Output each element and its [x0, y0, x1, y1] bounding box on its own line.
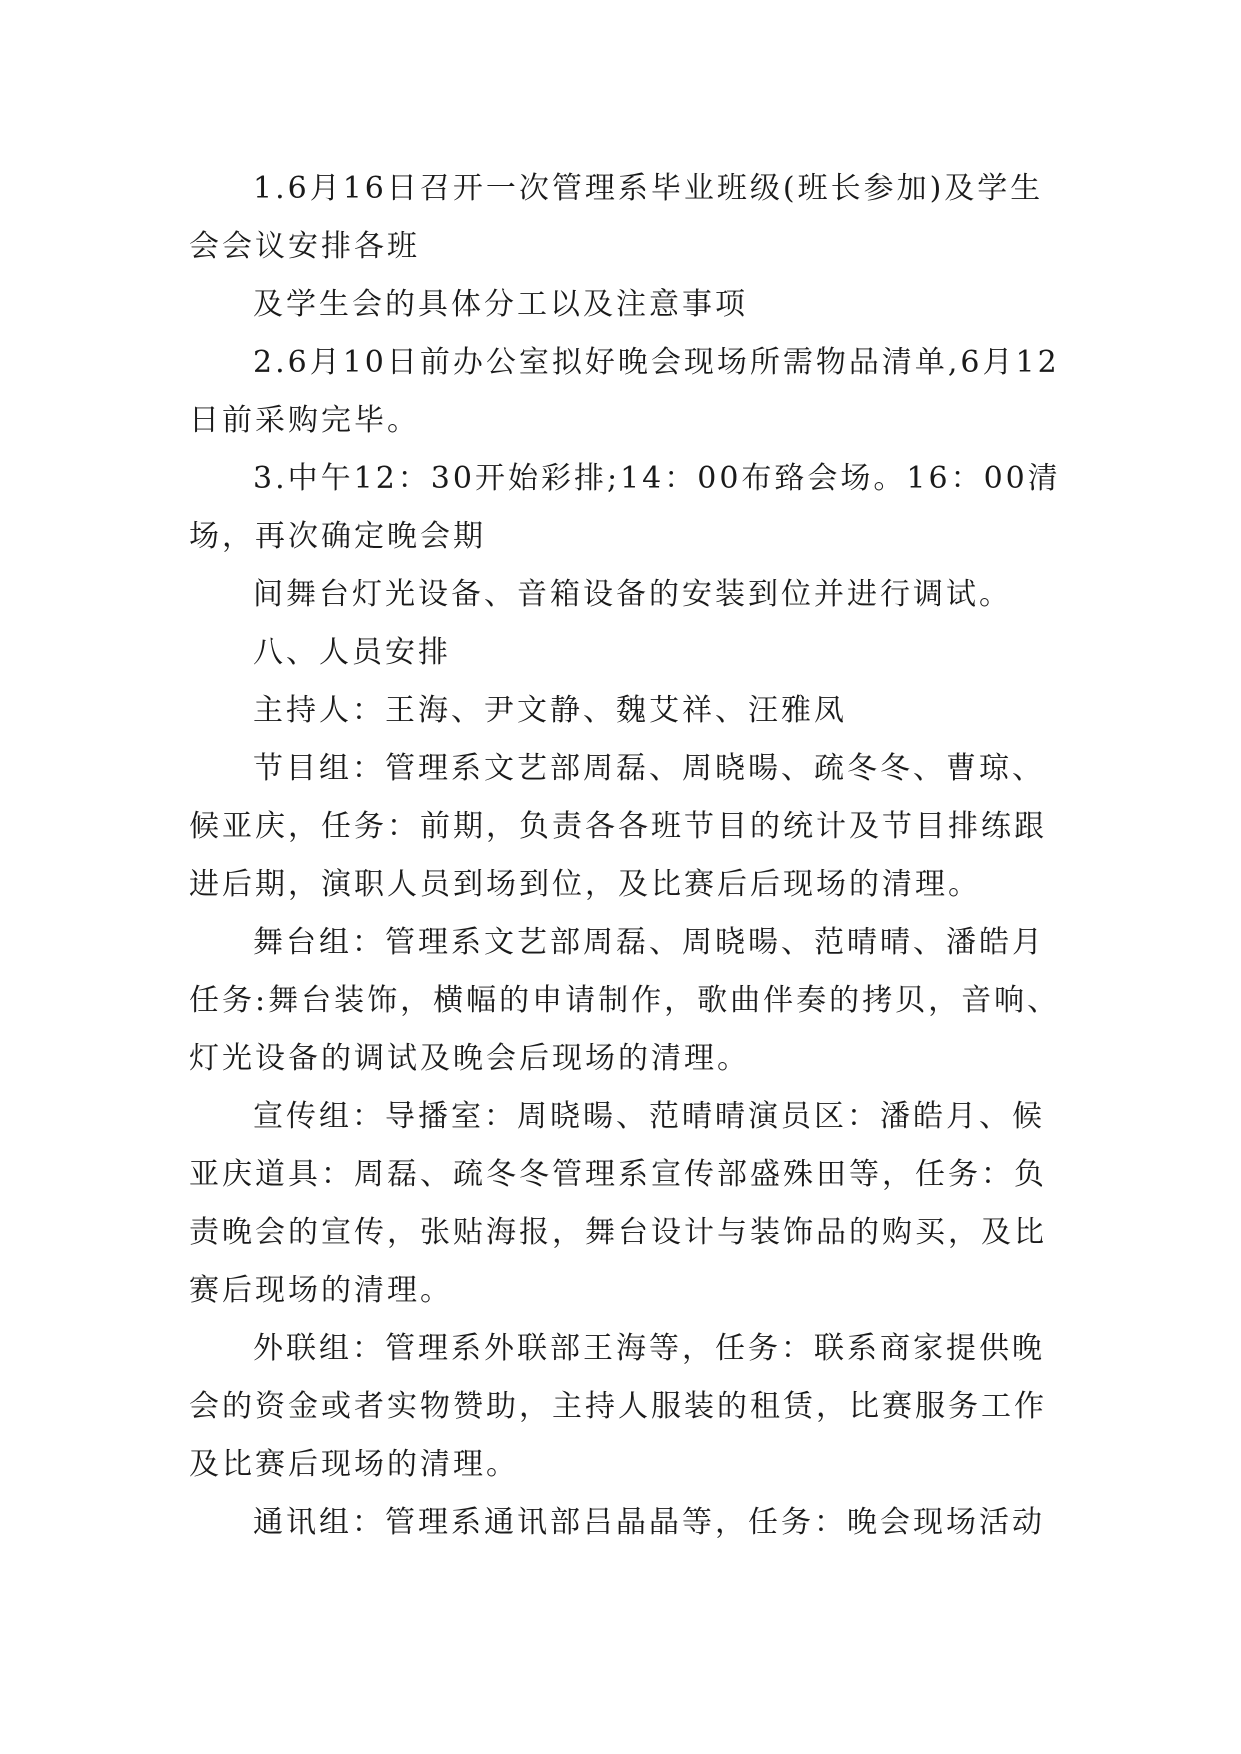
- paragraph-stage-group: 舞台组：管理系文艺部周磊、周晓暘、范晴晴、潘皓月任务:舞台装饰，横幅的申请制作，歌曲伴奏的拷贝，音响、灯光设备的调试及晚会后现场的清理。: [189, 925, 1061, 1076]
- paragraph-rehearsal: 3.中午12：30开始彩排;14：00布臵会场。16：00清场，再次确定晚会期: [189, 461, 1061, 554]
- paragraph-division-of-labor: 及学生会的具体分工以及注意事项: [253, 287, 748, 322]
- paragraph-program-group: 节目组：管理系文艺部周磊、周晓暘、疏冬冬、曹琼、候亚庆，任务：前期，负责各各班节目的统计及节目排练跟进后期，演职人员到场到位，及比赛后后现场的清理。: [189, 751, 1047, 902]
- paragraph-communication-group: 通讯组：管理系通讯部吕晶晶等，任务：晚会现场活动: [253, 1505, 1045, 1540]
- paragraph-hosts: 主持人：王海、尹文静、魏艾祥、汪雅凤: [253, 693, 847, 728]
- paragraph-publicity-group: 宣传组：导播室：周晓暘、范晴晴演员区：潘皓月、候亚庆道具：周磊、疏冬冬管理系宣传部盛殊田等，任务：负责晚会的宣传，张贴海报，舞台设计与装饰品的购买，及比赛后现场的清理。: [189, 1099, 1047, 1308]
- section-heading-staffing: 八、人员安排: [253, 635, 451, 670]
- paragraph-equipment: 间舞台灯光设备、音箱设备的安装到位并进行调试。: [253, 577, 1012, 612]
- paragraph-schedule-meeting: 1.6月16日召开一次管理系毕业班级(班长参加)及学生会会议安排各班: [189, 171, 1044, 264]
- document-body: [189, 160, 1069, 1552]
- paragraph-supplies: 2.6月10日前办公室拟好晚会现场所需物品清单,6月12日前采购完毕。: [189, 345, 1060, 438]
- paragraph-liaison-group: 外联组：管理系外联部王海等，任务：联系商家提供晚会的资金或者实物赞助，主持人服装的租赁，比赛服务工作及比赛后现场的清理。: [189, 1331, 1047, 1482]
